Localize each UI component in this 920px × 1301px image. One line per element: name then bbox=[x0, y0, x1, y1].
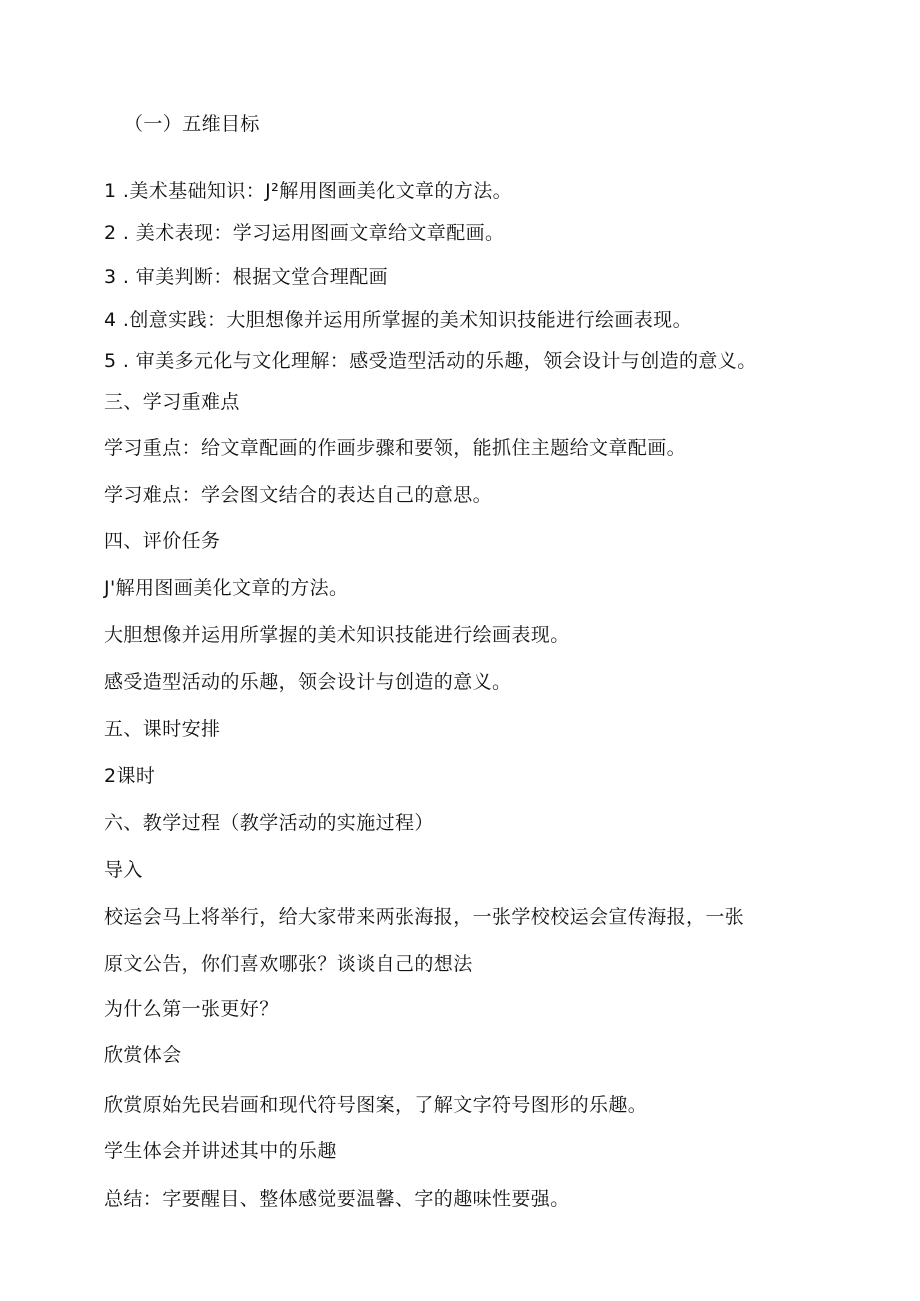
section-heading-key-difficult: 三、学习重难点 bbox=[104, 391, 240, 413]
subsection-title: （一）五维目标 bbox=[124, 113, 260, 135]
goal-item-2: 2 . 美术表现：学习运用图画文章给文章配画。 bbox=[104, 222, 505, 244]
goal-item-5: 5 . 审美多元化与文化理解：感受造型活动的乐趣，领会设计与创造的意义。 bbox=[104, 350, 757, 372]
goal-item-3: 3 . 审美判断：根据文堂合理配画 bbox=[104, 266, 389, 288]
evaluation-item-2: 大胆想像并运用所掌握的美术知识技能进行绘画表现。 bbox=[104, 624, 570, 646]
intro-question: 为什么第一张更好？ bbox=[104, 998, 279, 1020]
appreciation-heading: 欣赏体会 bbox=[104, 1044, 182, 1066]
section-heading-hours: 五、课时安排 bbox=[104, 718, 221, 740]
evaluation-item-1: J'解用图画美化文章的方法。 bbox=[104, 577, 349, 599]
student-activity-text: 学生体会并讲述其中的乐趣 bbox=[104, 1140, 337, 1162]
goal-item-1: 1 .美术基础知识：J²解用图画美化文章的方法。 bbox=[104, 180, 512, 202]
difficult-point-text: 学习难点：学会图文结合的表达自己的意思。 bbox=[104, 484, 493, 506]
goal-item-4: 4 .创意实践：大胆想像并运用所掌握的美术知识技能进行绘画表现。 bbox=[104, 309, 692, 331]
intro-paragraph-line-1: 校运会马上将举行，给大家带来两张海报，一张学校校运会宣传海报，一张 bbox=[104, 906, 745, 928]
summary-text: 总结：字要醒目、整体感觉要温馨、字的趣味性要强。 bbox=[104, 1188, 570, 1210]
evaluation-item-3: 感受造型活动的乐趣，领会设计与创造的意义。 bbox=[104, 671, 512, 693]
hours-text: 2课时 bbox=[104, 765, 156, 787]
key-point-text: 学习重点：给文章配画的作画步骤和要领，能抓住主题给文章配画。 bbox=[104, 437, 687, 459]
appreciation-text: 欣赏原始先民岩画和现代符号图案，了解文字符号图形的乐趣。 bbox=[104, 1094, 648, 1116]
section-heading-evaluation: 四、评价任务 bbox=[104, 530, 221, 552]
intro-paragraph-line-2: 原文公告，你们喜欢哪张？谈谈自己的想法 bbox=[104, 953, 473, 975]
intro-heading: 导入 bbox=[104, 859, 143, 881]
section-heading-process: 六、教学过程（教学活动的实施过程） bbox=[104, 812, 434, 834]
